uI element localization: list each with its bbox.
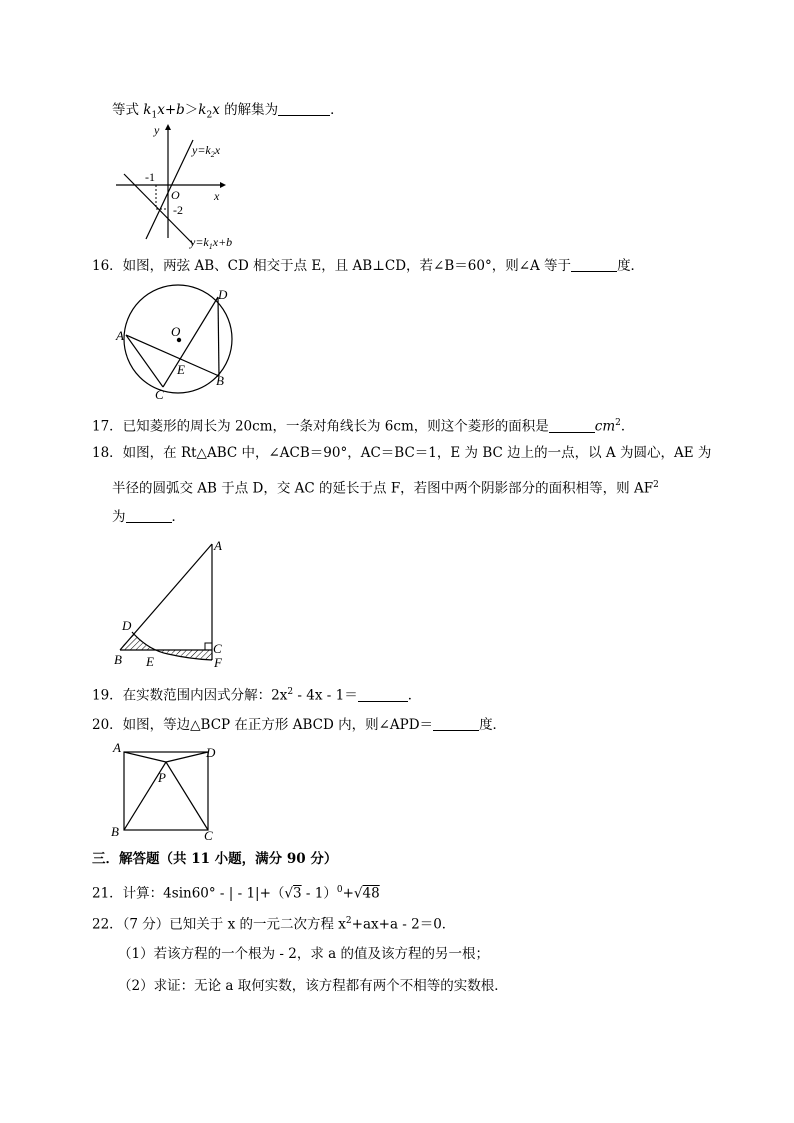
q18-line3 xyxy=(112,507,185,527)
q19-statement xyxy=(92,682,421,706)
segment-cp xyxy=(166,762,208,830)
q16-answer-blank xyxy=(571,257,617,272)
q19-answer-blank xyxy=(358,687,408,702)
label-b: B xyxy=(114,652,122,667)
label-neg1: -1 xyxy=(145,170,155,184)
q16-statement xyxy=(92,256,644,276)
line-k2x xyxy=(146,140,193,239)
label-line-k2x: $y=k_2x$ xyxy=(192,143,221,159)
q21-sqrt3: 3 xyxy=(293,885,302,902)
section-3-title xyxy=(92,849,337,869)
q15-sub2: 2 xyxy=(206,110,213,121)
q15-text-a: 等式 xyxy=(112,102,144,118)
label-a: A xyxy=(116,328,124,343)
q20-text: 20．如图，等边△BCP 在正方形 ABCD 内，则∠APD＝ xyxy=(92,717,434,733)
q18-text-line3: 为 xyxy=(112,509,126,525)
q21-statement xyxy=(92,880,380,904)
q22-part2-text: （2）求证：无论 a 取何实数，该方程都有两个不相等的实数根． xyxy=(118,978,508,994)
q18-line1 xyxy=(92,443,711,463)
label-b: B xyxy=(216,373,224,388)
q18-triangle-figure xyxy=(108,536,238,670)
label-d: D xyxy=(122,618,132,633)
q21-sup: 0 xyxy=(336,885,343,895)
q16-end: 度． xyxy=(617,258,645,274)
segment-db xyxy=(218,297,219,376)
q15-sub1: 1 xyxy=(151,110,158,121)
label-e: E xyxy=(177,362,185,377)
label-neg2: -2 xyxy=(173,203,183,217)
q20-end: 度． xyxy=(479,717,507,733)
q21-text-b: - 1） xyxy=(301,885,337,902)
q15-xb: x+b xyxy=(157,102,185,118)
q15-k2: k xyxy=(198,102,207,118)
q22-part1 xyxy=(118,944,489,964)
q17-text: 17．已知菱形的周长为 20cm，一条对角线长为 6cm，则这个菱形的面积是 xyxy=(92,418,549,435)
label-p: P xyxy=(158,770,166,785)
q18-line2 xyxy=(112,475,659,499)
q17-end: ． xyxy=(620,418,635,435)
label-d: D xyxy=(218,287,228,302)
q19-text: 19．在实数范围内因式分解：2x xyxy=(92,687,288,704)
q18-answer-blank xyxy=(126,508,172,523)
q19-end: ． xyxy=(407,687,422,704)
q17-unit: cm xyxy=(594,418,616,435)
q22-text: 22．（7 分）已知关于 x 的一元二次方程 x xyxy=(92,916,346,933)
section-3-title-text: 三．解答题（共 11 小题，满分 90 分） xyxy=(92,851,338,867)
q19-text-b: - 4x - 1＝ xyxy=(293,687,358,704)
label-f: F xyxy=(214,655,222,670)
q16-circle-figure xyxy=(108,282,243,402)
label-c: C xyxy=(204,828,213,842)
q16-text: 16．如图，两弦 AB、CD 相交于点 E，且 AB⊥CD，若∠B＝60°，则∠A 等于 xyxy=(92,258,572,274)
chord-cd xyxy=(163,297,218,387)
sqrt-icon: √ xyxy=(353,885,363,902)
label-line-k1x-b: $y=k_1x+b$ xyxy=(190,235,233,251)
q18-sup: 2 xyxy=(653,480,659,490)
label-o: O xyxy=(171,324,181,339)
label-y: y xyxy=(154,123,160,137)
q22-statement xyxy=(92,911,455,935)
label-x: x xyxy=(214,189,220,203)
label-origin: O xyxy=(171,188,180,202)
q21-text: 21．计算：4sin60° - | - 1|+（ xyxy=(92,885,285,902)
segment-dp xyxy=(166,752,208,762)
q22-part2 xyxy=(118,976,508,996)
q20-square-figure xyxy=(108,740,224,842)
right-angle-mark xyxy=(205,643,212,650)
label-c: C xyxy=(213,641,222,656)
q17-answer-blank xyxy=(549,418,595,433)
q22-part1-text: （1）若该方程的一个根为 - 2，求 a 的值及该方程的另一根； xyxy=(118,946,489,962)
q22-sup: 2 xyxy=(345,916,352,926)
q18-end: ． xyxy=(171,509,185,525)
label-a: A xyxy=(113,740,121,755)
q15-answer-blank xyxy=(278,101,330,116)
label-b: B xyxy=(111,824,119,839)
q21-sqrt48: 48 xyxy=(362,885,380,902)
q20-statement xyxy=(92,715,506,735)
q17-statement xyxy=(92,413,634,437)
q20-answer-blank xyxy=(433,716,479,731)
label-e: E xyxy=(146,654,154,669)
q19-sup: 2 xyxy=(287,687,294,697)
q15-x: x xyxy=(212,102,220,118)
square-abcd xyxy=(124,752,208,830)
label-d: D xyxy=(206,745,216,760)
y-axis-arrow xyxy=(165,124,171,130)
q15-k: k xyxy=(143,102,152,118)
shaded-region-right xyxy=(155,650,212,660)
q15-gt: ＞ xyxy=(184,102,199,118)
q15-text-i: 的解集为 xyxy=(219,102,279,118)
q21-plus: + xyxy=(342,885,354,902)
label-a: A xyxy=(214,538,222,553)
segment-ap xyxy=(124,752,166,762)
x-axis-arrow xyxy=(220,182,226,188)
q15-end: ． xyxy=(330,102,344,118)
q15-graph xyxy=(108,118,268,252)
q22-text-b: +ax+a - 2＝0． xyxy=(351,916,456,933)
q18-text-line2: 半径的圆弧交 AB 于点 D，交 AC 的延长于点 F，若图中两个阴影部分的面积相等，则 AF xyxy=(112,480,654,497)
sqrt-icon: √ xyxy=(284,885,294,902)
label-c: C xyxy=(155,387,164,402)
q18-text-line1: 18．如图，在 Rt△ABC 中，∠ACB＝90°，AC＝BC＝1，E 为 BC 边上的一点，以 A 为圆心，AE 为 xyxy=(92,445,712,461)
q17-sup: 2 xyxy=(615,418,621,428)
